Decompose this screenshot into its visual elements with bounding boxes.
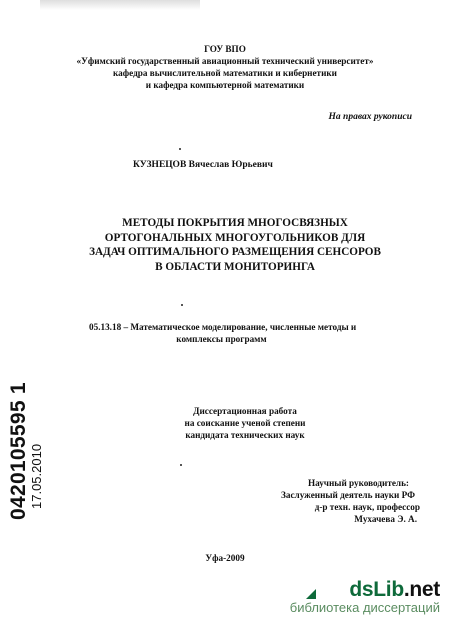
department-1: кафедра вычислительной математики и кибернетики — [113, 68, 337, 78]
stamp-number: 0420105595 1 — [7, 382, 30, 520]
specialty-line-1: 05.13.18 – Математическое моделирование, численные методы и — [89, 322, 357, 332]
dissertation-title — [60, 216, 410, 274]
stamp-date: 17.05.2010 — [29, 443, 44, 509]
degree-line-1: Диссертационная работа — [193, 406, 297, 416]
specialty-code — [89, 321, 414, 345]
scan-edge-shadow — [40, 0, 200, 10]
title-line-2: ОРТОГОНАЛЬНЫХ МНОГОУГОЛЬНИКОВ ДЛЯ — [104, 231, 366, 244]
advisor-name: Мухачева Э. А. — [354, 514, 417, 524]
organization-header-line-1: ГОУ ВПО — [204, 44, 246, 54]
title-line-3: ЗАДАЧ ОПТИМАЛЬНОГО РАЗМЕЩЕНИЯ СЕНСОРОВ — [89, 246, 381, 258]
author-name: КУЗНЕЦОВ Вячеслав Юрьевич — [133, 160, 273, 170]
degree-statement — [170, 405, 320, 441]
manuscript-rights-note: На правах рукописи — [328, 112, 412, 122]
watermark-brand-suffix: .net — [403, 578, 440, 601]
university-name: «Уфимский государственный авиационный технический университет» — [76, 56, 374, 66]
watermark-brand-main: dsLib — [349, 578, 404, 601]
watermark-subtitle: библиотека диссертаций — [289, 600, 440, 615]
title-line-1: МЕТОДЫ ПОКРЫТИЯ МНОГОСВЯЗНЫХ — [122, 217, 348, 229]
city-year: Уфа-2009 — [205, 553, 245, 563]
library-stamp — [8, 382, 44, 520]
degree-line-2: на соискание ученой степени — [184, 418, 306, 428]
degree-line-3: кандидата технических наук — [185, 430, 305, 440]
specialty-line-2: комплексы программ — [176, 334, 267, 344]
scan-speck — [180, 464, 182, 466]
title-line-4: В ОБЛАСТИ МОНИТОРИНГА — [155, 260, 315, 273]
advisor-honor: Заслуженный деятель науки РФ — [281, 490, 415, 500]
watermark-brand[interactable] — [290, 578, 440, 601]
scientific-advisor — [249, 477, 429, 525]
dslib-watermark[interactable] — [290, 578, 440, 615]
advisor-degree: д-р техн. наук, профессор — [314, 502, 420, 512]
scan-speck — [181, 304, 183, 306]
department-2: и кафедра компьютерной математики — [145, 80, 305, 90]
scan-speck — [179, 148, 181, 150]
advisor-label: Научный руководитель: — [307, 478, 409, 488]
